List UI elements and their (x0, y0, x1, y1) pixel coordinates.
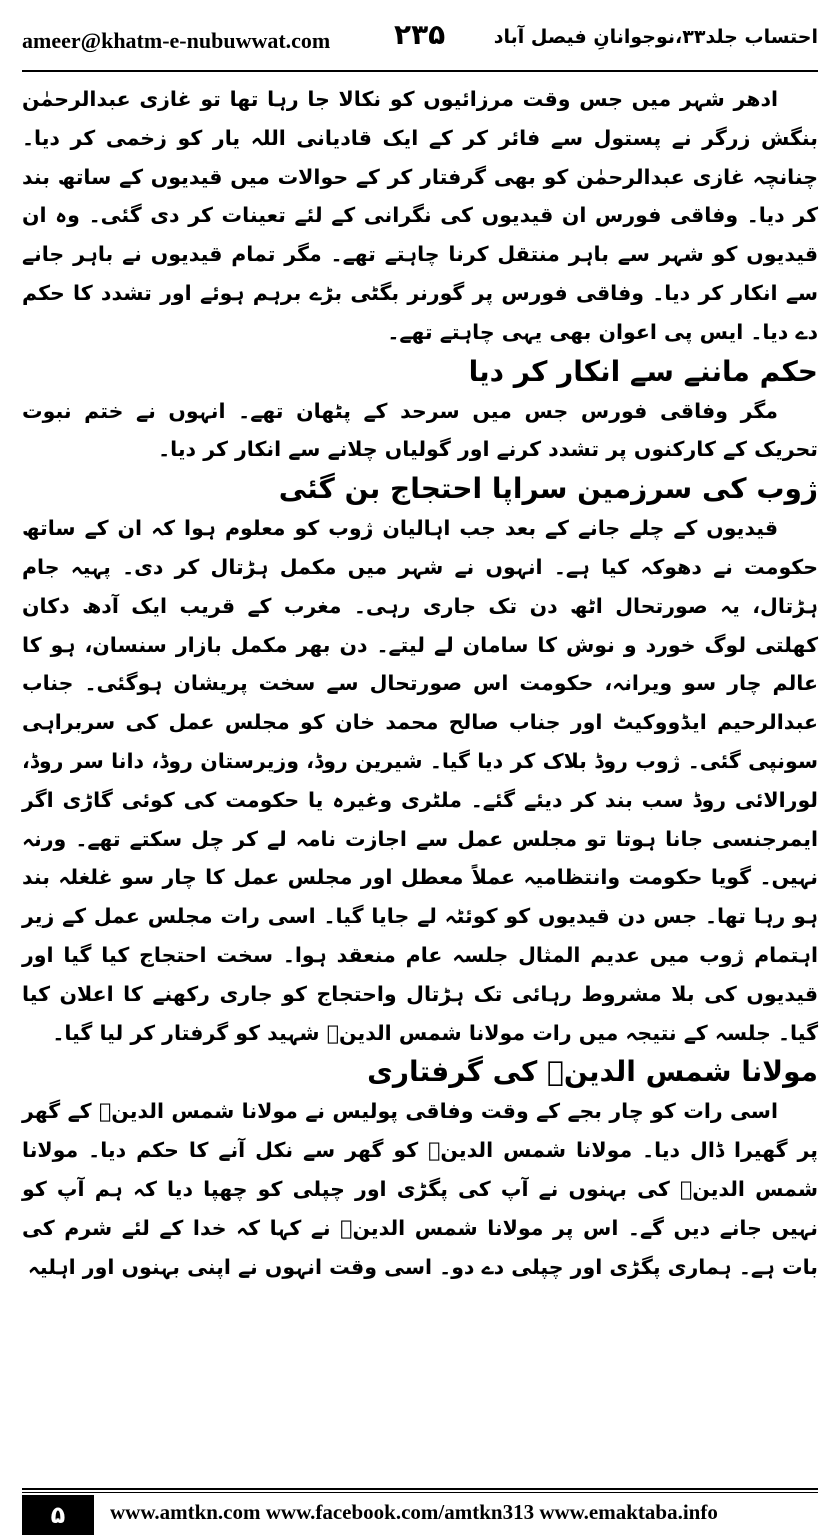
header-page-number: ۲۳۵ (394, 18, 446, 51)
page-header (22, 14, 818, 64)
footer-page-number: ۵ (22, 1495, 94, 1535)
footer-divider-thin (22, 1492, 818, 1493)
header-email: ameer@khatm-e-nubuwwat.com (22, 28, 331, 53)
paragraph: مگر وفاقی فورس جس میں سرحد کے پٹھان تھے۔ انہوں نے ختم نبوت تحریک کے کارکنوں پر تشدد کرنے اور گولیاں چلانے سے انکار کر دیا۔ (22, 398, 818, 462)
header-title: احتساب جلد۳۳،نوجوانانِ فیصل آباد (493, 26, 818, 48)
header-divider (22, 70, 818, 72)
paragraph: ادھر شہر میں جس وقت مرزائیوں کو نکالا جا رہا تھا تو غازی عبدالرحمٰن بنگش زرگر نے پستول سے فائر کر کے ایک قادیانی اللہ یار کو زخمی کر دیا۔ چنانچہ غازی عبدالرحمٰن کو بھی گرفتار کر کے حوالات میں قیدیوں کے ساتھ بند کر دیا۔ وفاقی فورس ان قیدیوں کی نگرانی کے لئے تعینات کر دی گئی۔ وہ ان قیدیوں کو شہر سے باہر منتقل کرنا چاہتے تھے۔ مگر تمام قیدیوں نے باہر جانے سے انکار کر دیا۔ وفاقی فورس پر گورنر بگٹی بڑے برہم ہوئے اور تشدد کا حکم دے دیا۔ ایس پی اعوان بھی یہی چاہتے تھے۔ (22, 87, 818, 344)
footer-divider (22, 1488, 818, 1490)
section-heading: حکم ماننے سے انکار کر دیا (468, 354, 818, 388)
section-heading: مولانا شمس الدینؒ کی گرفتاری (367, 1055, 818, 1089)
article-body (22, 80, 818, 1286)
section-heading: ژوب کی سرزمین سراپا احتجاج بن گئی (278, 472, 818, 506)
paragraph: اسی رات کو چار بجے کے وقت وفاقی پولیس نے مولانا شمس الدینؒ کے گھر پر گھیرا ڈال دیا۔ مولانا شمس الدینؒ کو گھر سے نکل آنے کا حکم دیا۔ مولانا شمس الدینؒ کی بہنوں نے آپ کی پگڑی اور چپلی کو چھپا دیا کہ ہم آپ کو نہیں جانے دیں گے۔ اس پر مولانا شمس الدینؒ نے کہا کہ خدا کے لئے شرم کی بات ہے۔ ہماری پگڑی اور چپلی دے دو۔ اسی وقت انہوں نے اپنی بہنوں اور اہلیہ (22, 1099, 818, 1279)
footer-links: www.amtkn.com www.facebook.com/amtkn313 www.emaktaba.info (110, 1500, 718, 1524)
paragraph: قیدیوں کے چلے جانے کے بعد جب اہالیان ژوب کو معلوم ہوا کہ ان کے ساتھ حکومت نے دھوکہ کیا ہے۔ انہوں نے شہر میں مکمل ہڑتال کر دی۔ پہیہ جام ہڑتال، یہ صورتحال اٹھ دن تک جاری رہی۔ مغرب کے قریب ایک آدھ دکان کھلتی لوگ خورد و نوش کا سامان لے لیتے۔ دن بھر مکمل بازار سنسان، ہو کا عالم چار سو ویرانہ، حکومت اس صورتحال سے سخت پریشان ہوگئی۔ جناب عبدالرحیم ایڈووکیٹ اور جناب صالح محمد خان کو مجلس عمل کی سربراہی سونپی گئی۔ ژوب روڈ بلاک کر دیا گیا۔ شیرین روڈ، وزیرستان روڈ، دانا سر روڈ، لورالائی روڈ سب بند کر دیئے گئے۔ ملٹری وغیرہ یا حکومت کی کوئی گاڑی اگر ایمرجنسی جانا ہوتا تو مجلس عمل سے اجازت نامہ لے کر چل سکتے تھے۔ ورنہ نہیں۔ گویا حکومت وانتظامیہ عملاً معطل اور مجلس عمل کا چار سو غلغلہ بند ہو رہا تھا۔ جس دن قیدیوں کو کوئٹہ لے جایا گیا۔ اسی رات مجلس عمل کے زیر اہتمام ژوب میں عدیم المثال جلسہ عام منعقد ہوا۔ سخت احتجاج کیا گیا اور قیدیوں کی بلا مشروط رہائی تک ہڑتال واحتجاج کو جاری رکھنے کا اعلان کیا گیا۔ جلسہ کے نتیجہ میں رات مولانا شمس الدینؒ شہید کو گرفتار کر لیا گیا۔ (22, 516, 818, 1045)
